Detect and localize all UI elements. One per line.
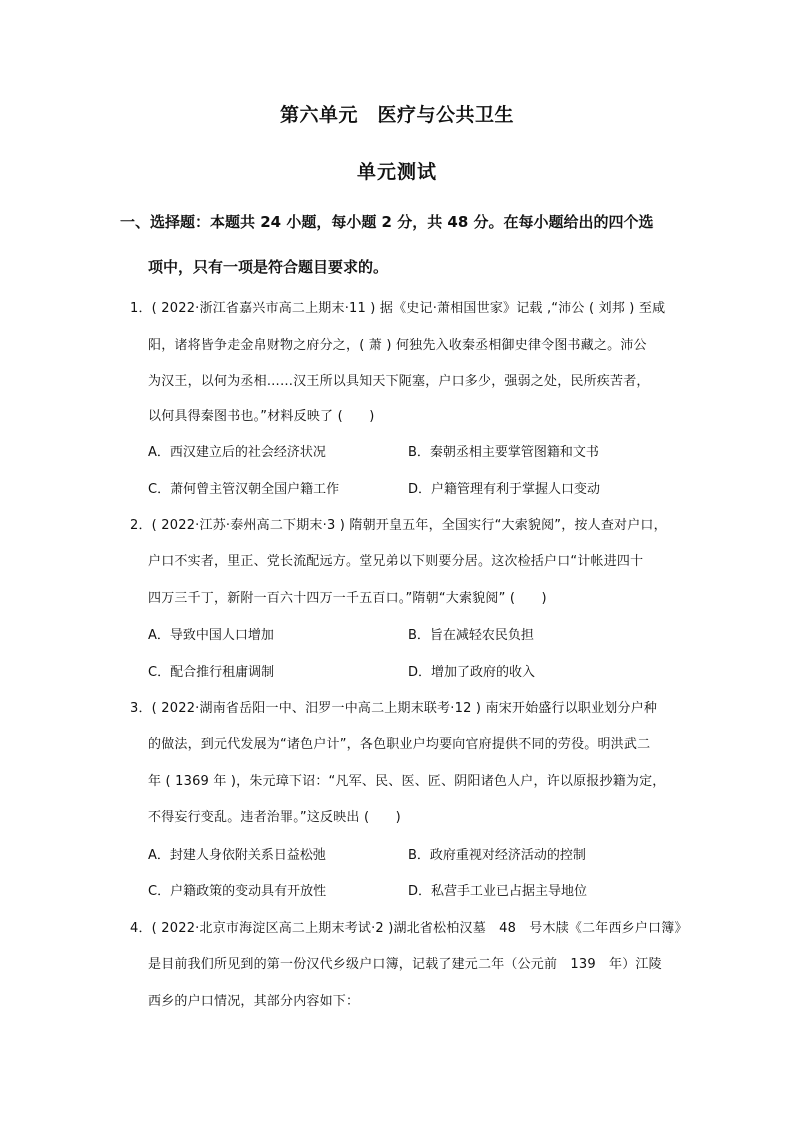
question-2-line-1: 2．( 2022·江苏·泰州高二下期末·3 ) 隋朝开皇五年，全国实行“大索貌阅”，按人查对户口， <box>130 518 667 533</box>
question-4-line-1: 4．( 2022·北京市海淀区高二上期末考试·2 )湖北省松柏汉墓 48 号木牍《二年西乡户口簿》 <box>130 921 688 936</box>
question-2-option-a: A．导致中国人口增加 <box>148 628 274 643</box>
question-1-option-b: B．秦朝丞相主要掌管图籍和文书 <box>408 445 599 460</box>
question-3-line-2: 的做法，到元代发展为“诸色户计”，各色职业户均要向官府提供不同的劳役。明洪武二 <box>148 737 651 752</box>
question-1-option-a: A．西汉建立后的社会经济状况 <box>148 445 326 460</box>
question-1-option-c: C．萧何曾主管汉朝全国户籍工作 <box>148 482 340 497</box>
question-2-line-2: 户口不实者，里正、党长流配远方。堂兄弟以下则要分居。这次检括户口“计帐进四十 <box>148 554 644 569</box>
question-3-line-1: 3．( 2022·湖南省岳阳一中、汨罗一中高二上期末联考·12 ) 南宋开始盛行以职业划分户种 <box>130 701 658 716</box>
section-heading-line-1: 一、选择题：本题共 24 小题，每小题 2 分，共 48 分。在每小题给出的四个选 <box>120 213 654 231</box>
question-1-option-d: D．户籍管理有利于掌握人口变动 <box>408 482 601 497</box>
question-2-option-b: B．旨在减轻农民负担 <box>408 628 534 643</box>
page-title: 第六单元 医疗与公共卫生 <box>279 104 514 126</box>
question-1-line-3: 为汉王，以何为丞相……汉王所以具知天下阨塞，户口多少，强弱之处，民所疾苦者， <box>148 374 650 389</box>
question-3-option-c: C．户籍政策的变动具有开放性 <box>148 884 327 899</box>
question-4-line-2: 是目前我们所见到的第一份汉代乡级户口簿，记载了建元二年（公元前 139 年）江陵 <box>148 957 662 972</box>
section-heading-line-2: 项中，只有一项是符合题目要求的。 <box>148 258 389 276</box>
question-3-line-4: 不得妄行变乱。违者治罪。”这反映出 ( ) <box>148 810 401 825</box>
question-2-option-c: C．配合推行租庸调制 <box>148 665 275 680</box>
question-2-option-d: D．增加了政府的收入 <box>408 665 536 680</box>
question-3-option-d: D．私营手工业已占据主导地位 <box>408 884 588 899</box>
question-3-line-3: 年 ( 1369 年 )，朱元璋下诏：“凡军、民、医、匠、阴阳诸色人户，许以原报抄籍为定， <box>148 774 666 789</box>
question-1-line-2: 阳，诸将皆争走金帛财物之府分之，( 萧 ) 何独先入收秦丞相御史律令图书藏之。沛公 <box>148 338 647 353</box>
page-subtitle: 单元测试 <box>356 161 437 183</box>
question-3-option-b: B．政府重视对经济活动的控制 <box>408 848 586 863</box>
question-4-line-3: 西乡的户口情况，其部分内容如下： <box>148 994 360 1009</box>
question-3-option-a: A．封建人身依附关系日益松弛 <box>148 848 326 863</box>
question-1-line-4: 以何具得秦图书也。”材料反映了 ( ) <box>148 409 375 424</box>
question-1-line-1: 1．( 2022·浙江省嘉兴市高二上期末·11 ) 据《史记·萧相国世家》记载 ,“沛公 ( 刘邦 ) 至咸 <box>130 301 666 316</box>
question-2-line-3: 四万三千丁，新附一百六十四万一千五百口。”隋朝“大索貌阅” ( ) <box>148 591 547 606</box>
